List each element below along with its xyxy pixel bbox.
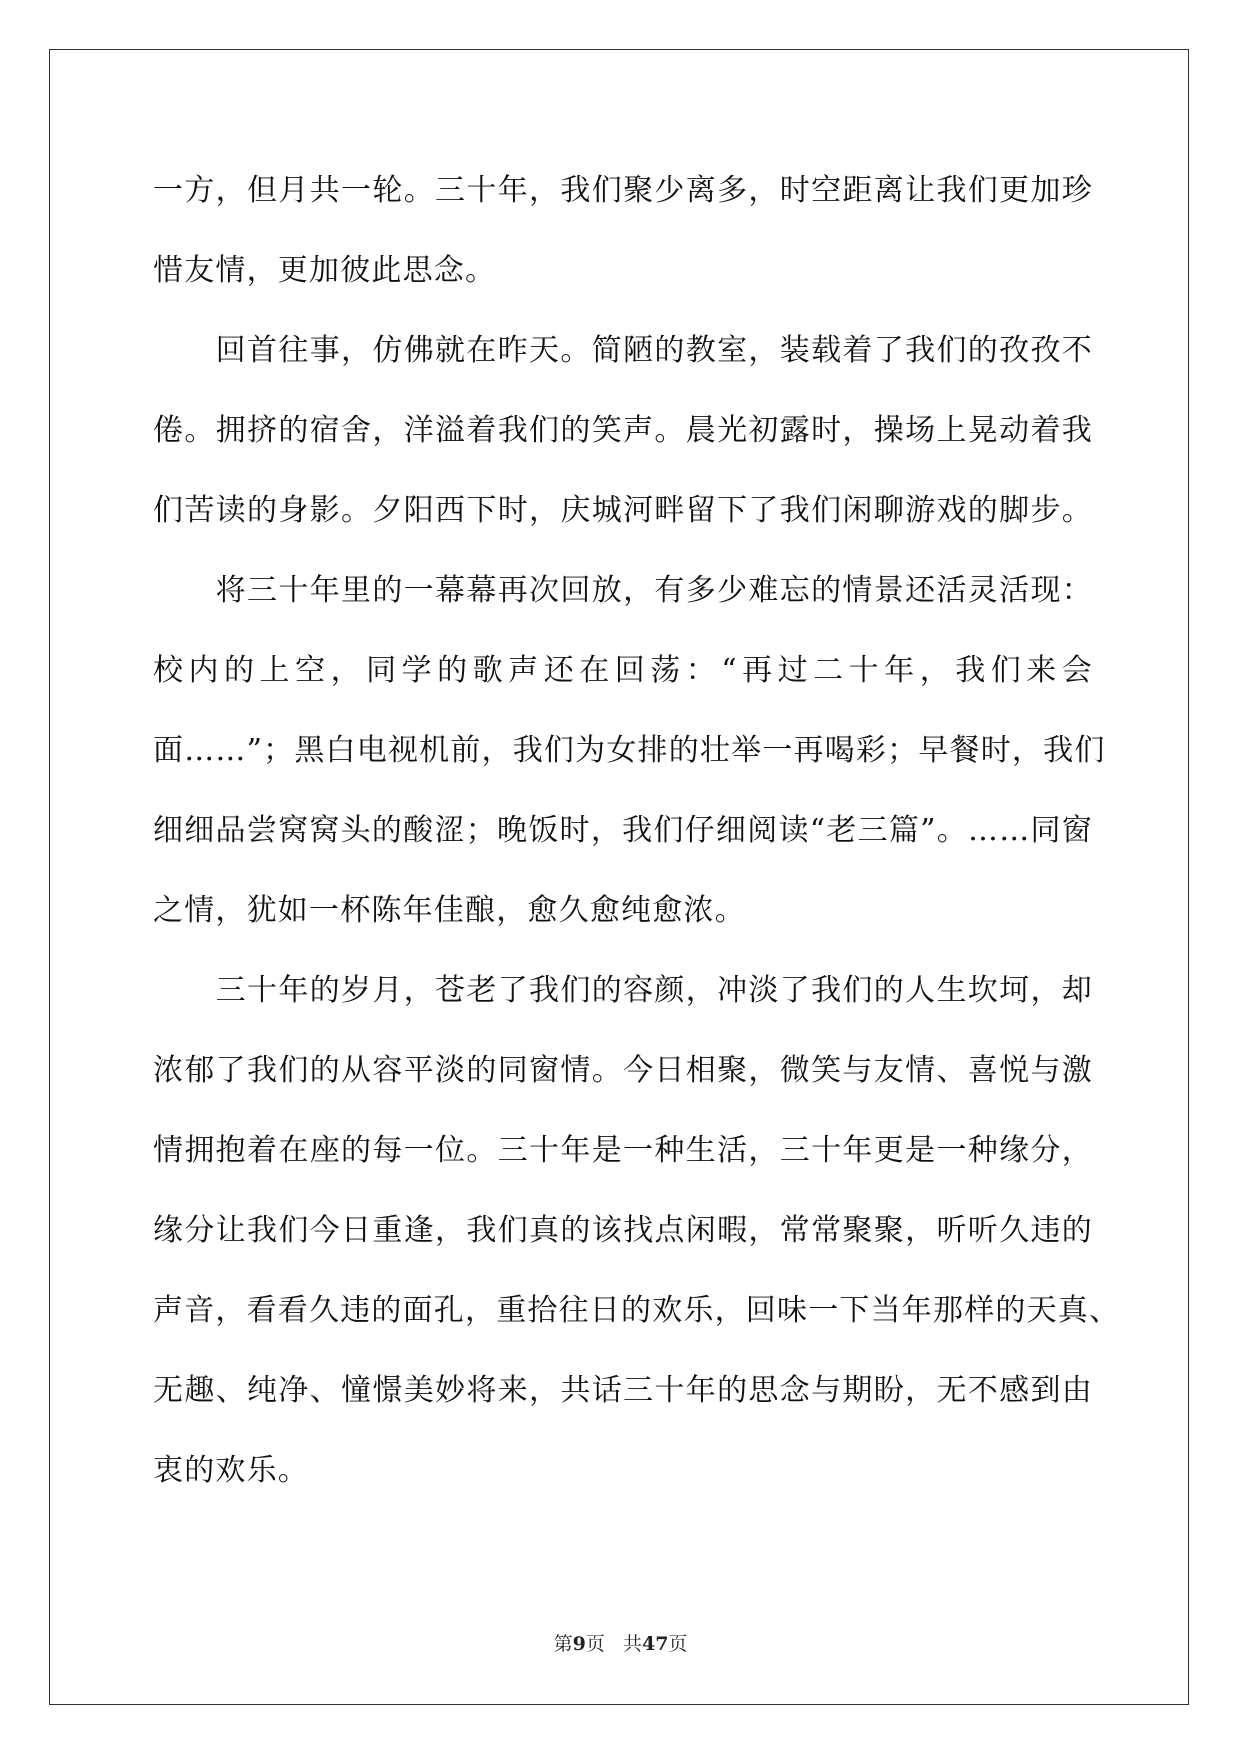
- footer-total-suffix: 页: [668, 1633, 688, 1655]
- footer-prefix: 第: [553, 1633, 573, 1655]
- text-line: 一方，但月共一轮。三十年，我们聚少离多，时空距离让我们更加珍: [153, 173, 1093, 208]
- total-pages: 47: [641, 1633, 669, 1655]
- page-number: 9: [572, 1633, 586, 1655]
- text-line: 之情，犹如一杯陈年佳酿，愈久愈纯愈浓。: [153, 893, 746, 928]
- text-line: 们苦读的身影。夕阳西下时，庆城河畔留下了我们闲聊游戏的脚步。: [153, 493, 1093, 528]
- text-line: 将三十年里的一幕幕再次回放，有多少难忘的情景还活灵活现：: [153, 573, 1093, 608]
- text-line: 缘分让我们今日重逢，我们真的该找点闲暇，常常聚聚，听听久违的: [153, 1213, 1093, 1248]
- footer-total-prefix: 共: [622, 1633, 642, 1655]
- text-line: 面……”；黑白电视机前，我们为女排的壮举一再喝彩；早餐时，我们: [153, 733, 1106, 768]
- text-line: 衷的欢乐。: [153, 1453, 309, 1488]
- text-line: 惜友情，更加彼此思念。: [153, 253, 497, 288]
- text-line: 浓郁了我们的从容平淡的同窗情。今日相聚，微笑与友情、喜悦与激: [153, 1053, 1093, 1088]
- text-line: 倦。拥挤的宿舍，洋溢着我们的笑声。晨光初露时，操场上晃动着我: [153, 413, 1093, 448]
- text-line: 情拥抱着在座的每一位。三十年是一种生活，三十年更是一种缘分，: [153, 1133, 1093, 1168]
- footer-page-suffix: 页: [585, 1633, 605, 1655]
- text-line: 细细品尝窝窝头的酸涩；晚饭时，我们仔细阅读“老三篇”。……同窗: [153, 813, 1093, 848]
- text-line: 三十年的岁月，苍老了我们的容颜，冲淡了我们的人生坎坷，却: [153, 973, 1093, 1008]
- text-line: 回首往事，仿佛就在昨天。简陋的教室，装载着了我们的孜孜不: [153, 333, 1093, 368]
- text-line: 声音，看看久违的面孔，重拾往日的欢乐，回味一下当年那样的天真、: [153, 1293, 1121, 1328]
- text-line: 校内的上空，同学的歌声还在回荡：“再过二十年，我们来会: [153, 653, 1093, 688]
- page-footer: [0, 1631, 1241, 1657]
- text-line: 无趣、纯净、憧憬美妙将来，共话三十年的思念与期盼，无不感到由: [153, 1373, 1093, 1408]
